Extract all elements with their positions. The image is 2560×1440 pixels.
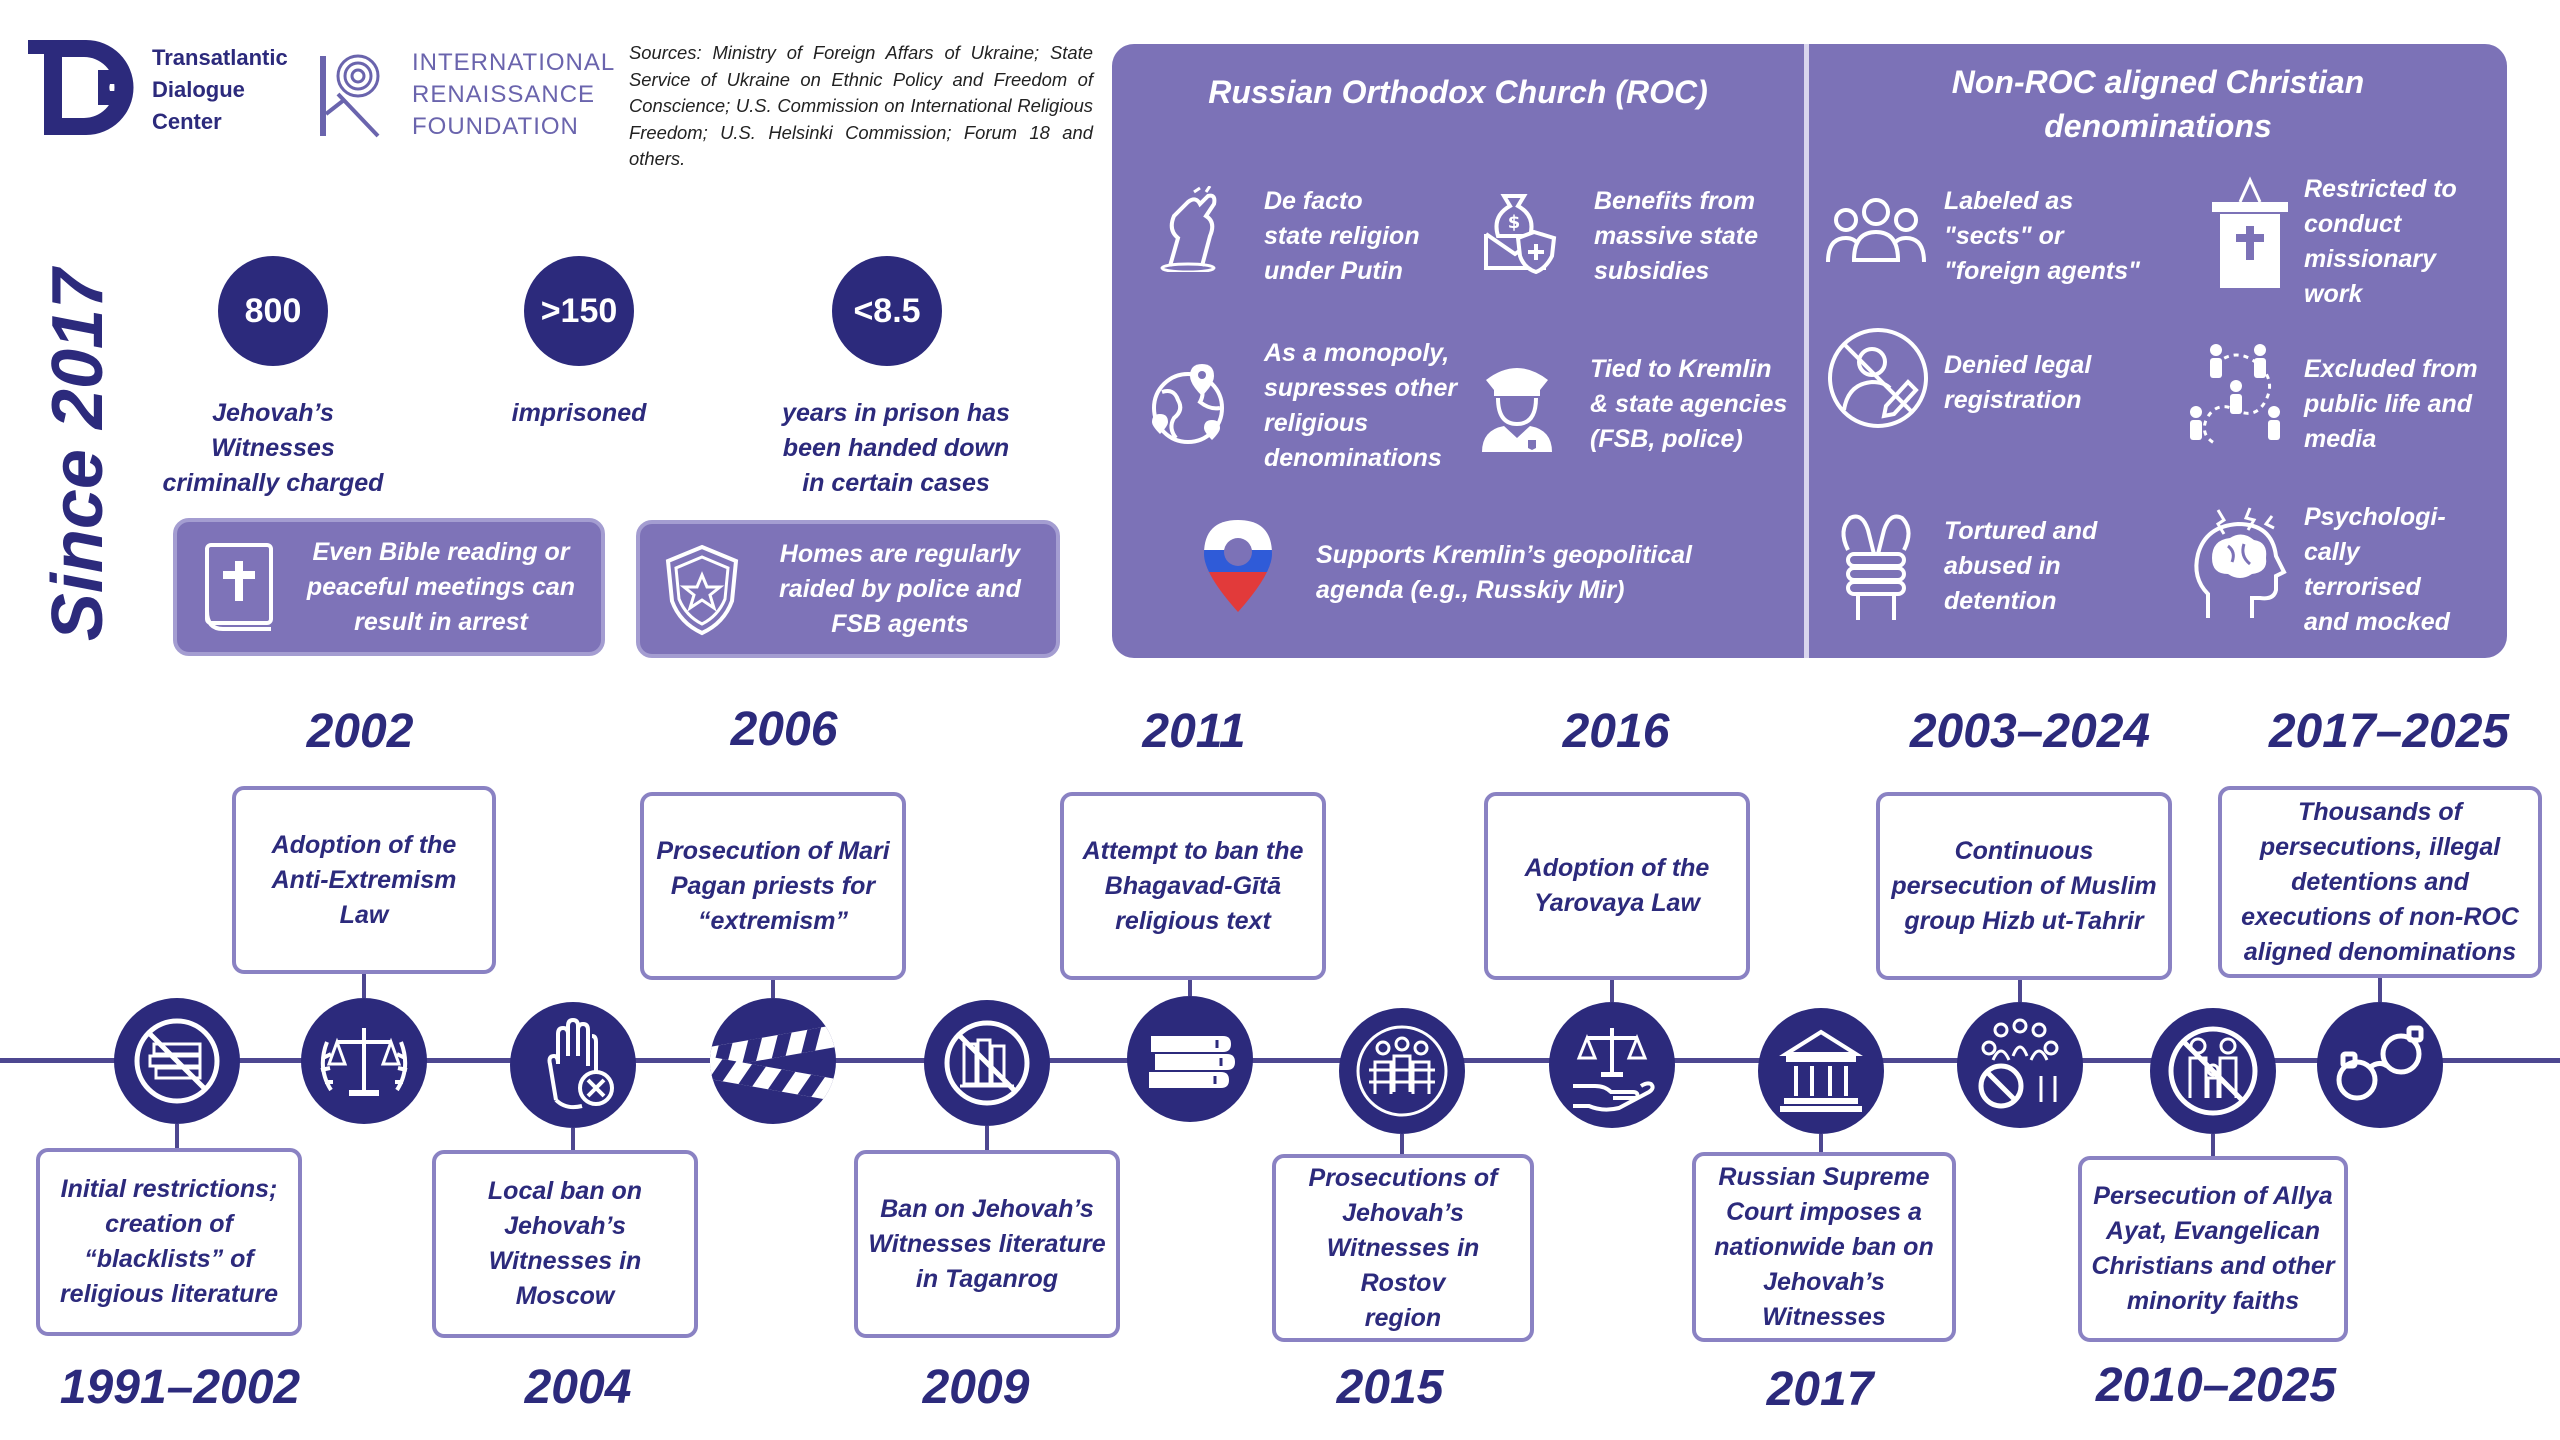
irf-line3: FOUNDATION [412, 113, 579, 140]
crowd-ban-icon [1957, 1002, 2083, 1128]
event-line: Adoption of the [1524, 854, 1710, 882]
note-line: raided by police and [779, 574, 1021, 603]
event-line: Local ban on [487, 1177, 643, 1205]
event-line: religious literature [59, 1280, 279, 1308]
non-roc-item-line: Restricted to [2304, 175, 2457, 203]
note-bible-reading [173, 518, 605, 656]
non-roc-item-line: "foreign agents" [1944, 257, 2140, 285]
scales-laurel-icon [301, 998, 427, 1124]
roc-item-line: Supports Kremlin’s geopolitical [1316, 541, 1692, 569]
non-roc-item-missionary [2304, 172, 2494, 312]
non-roc-item-line: detention [1944, 587, 2057, 615]
person-denied-icon [1826, 326, 1930, 430]
tdc-logo-text [152, 42, 288, 138]
non-roc-item-line: missionary [2304, 245, 2437, 273]
non-roc-item-line: Denied legal [1944, 351, 2092, 379]
connector [1819, 1134, 1823, 1152]
non-roc-title-line: Non-ROC aligned Christian [1951, 64, 2365, 100]
stat-circle-imprisoned: >150 [524, 256, 634, 366]
non-roc-title [1809, 60, 2507, 148]
note-line: Homes are regularly [779, 539, 1021, 568]
event-line: Ban on Jehovah’s [880, 1194, 1094, 1223]
event-line: in Taganrog [915, 1264, 1059, 1293]
non-roc-item-denied-registration [1944, 348, 2144, 418]
event-line: Thousands of [2298, 797, 2462, 826]
police-officer-icon [1474, 358, 1560, 444]
connector [175, 1124, 179, 1148]
non-roc-item-line: work [2304, 280, 2363, 308]
stop-hand-icon [510, 1002, 636, 1128]
stat-label-line: years in prison has [782, 399, 1010, 427]
connector [1400, 1134, 1404, 1154]
roc-item-line: denominations [1264, 444, 1442, 472]
event-line: Russian Supreme [1718, 1162, 1930, 1191]
roc-item-line: Tied to Kremlin [1590, 355, 1772, 383]
event-line: persecution of Muslim [1891, 871, 2157, 900]
event-line: Witnesses in Rostov [1326, 1233, 1480, 1297]
event-box-2006 [640, 792, 906, 980]
year-label-1991-2002: 1991–2002 [59, 1361, 301, 1414]
event-box-2003-2024 [1876, 792, 2172, 980]
connector [2211, 1134, 2215, 1156]
year-label-2017: 2017 [1766, 1363, 1874, 1416]
non-roc-item-line: Labeled as [1944, 187, 2074, 215]
bible-icon [197, 539, 281, 635]
banned-bookshelf-icon [924, 1000, 1050, 1126]
non-roc-item-excluded [2304, 352, 2504, 457]
tdc-line1: Transatlantic [152, 45, 288, 70]
roc-item-russkiy-mir [1316, 538, 1776, 608]
event-line: Attempt to ban the [1082, 836, 1304, 865]
connector [1188, 980, 1192, 996]
roc-item-line: under Putin [1264, 257, 1403, 285]
event-line: Anti-Extremism [271, 865, 457, 894]
non-roc-item-labeled-sects [1944, 184, 2164, 289]
stat-label-imprisoned [459, 396, 699, 431]
non-roc-item-line: Psychologi- [2304, 503, 2446, 531]
non-roc-item-line: and mocked [2304, 608, 2450, 636]
roc-item-state-religion [1264, 184, 1454, 289]
event-line: Prosecutions of [1308, 1163, 1498, 1192]
stat-label-years [746, 396, 1046, 501]
note-line: Even Bible reading or [312, 537, 570, 566]
roc-item-line: massive state [1594, 222, 1759, 250]
banned-books-icon [114, 998, 240, 1124]
event-box-2010-2025 [2078, 1156, 2348, 1342]
event-line: Adoption of the [271, 830, 457, 859]
event-line: Pagan priests for [670, 871, 876, 900]
irf-line2: RENAISSANCE [412, 81, 596, 108]
event-line: detentions and [2291, 867, 2469, 896]
since-text: Since 2017 [38, 268, 118, 642]
connector [771, 980, 775, 998]
connector [1610, 980, 1614, 1002]
event-box-2016 [1484, 792, 1750, 980]
roc-item-line: subsidies [1594, 257, 1710, 285]
family-ban-icon [2150, 1008, 2276, 1134]
stat-label-line: been handed down [782, 434, 1010, 462]
event-line: creation of [105, 1210, 233, 1238]
svg-text:$: $ [1507, 212, 1521, 233]
note-home-raids [636, 520, 1060, 658]
roc-title: Russian Orthodox Church (ROC) [1208, 74, 1708, 110]
courthouse-icon [1758, 1008, 1884, 1134]
event-line: group Hizb ut-Tahrir [1904, 906, 2144, 935]
non-roc-item-tortured [1944, 514, 2144, 619]
event-box-2002 [232, 786, 496, 974]
year-label-2010-2025: 2010–2025 [2095, 1359, 2337, 1412]
money-bag-shield-icon [1474, 188, 1560, 274]
non-roc-item-line: public life and [2304, 390, 2473, 418]
non-roc-item-line: registration [1944, 386, 2082, 414]
year-label-2011: 2011 [1142, 705, 1246, 758]
event-box-2017 [1692, 1152, 1956, 1342]
event-line: Court imposes a [1726, 1197, 1922, 1226]
irf-logo-text [412, 47, 615, 143]
connector [571, 1128, 575, 1150]
event-line: Christians and other [2091, 1252, 2335, 1280]
event-line: persecutions, illegal [2259, 832, 2501, 861]
roc-item-line: supresses other [1264, 374, 1458, 402]
globe-pins-icon [1140, 358, 1226, 444]
note-line: peaceful meetings can [306, 572, 576, 601]
event-line: Jehovah’s [1342, 1198, 1464, 1227]
irf-line1: INTERNATIONAL [412, 49, 616, 76]
event-box-2009 [854, 1150, 1120, 1338]
book-stack-icon [1127, 996, 1253, 1122]
year-label-2006: 2006 [730, 703, 838, 756]
roc-item-line: De facto [1264, 187, 1363, 215]
stat-label-line: criminally charged [162, 469, 384, 497]
stat-circle-years: <8.5 [832, 256, 942, 366]
bound-hands-icon [1834, 510, 1918, 622]
connector [2378, 978, 2382, 1002]
event-line: Bhagavad-Gītā [1104, 871, 1282, 900]
non-roc-item-line: terrorised [2304, 573, 2421, 601]
non-roc-item-line: conduct [2304, 210, 2402, 238]
note-text [281, 535, 601, 640]
head-brain-icon [2188, 506, 2288, 622]
event-line: Law [339, 900, 389, 929]
event-line: “extremism” [697, 906, 849, 935]
roc-item-line: state religion [1264, 222, 1420, 250]
roc-item-line: Benefits from [1594, 187, 1756, 215]
year-label-2002: 2002 [306, 705, 414, 758]
group-people-icon [1824, 190, 1928, 276]
year-label-2015: 2015 [1336, 1361, 1444, 1414]
caution-tape-icon [710, 998, 836, 1124]
non-roc-title-line: denominations [2044, 108, 2272, 144]
roc-item-line: & state agencies [1590, 390, 1788, 418]
year-label-2016: 2016 [1562, 705, 1670, 758]
event-line: Jehovah’s [1763, 1267, 1885, 1296]
year-label-2004: 2004 [524, 1361, 632, 1414]
event-line: nationwide ban on [1714, 1232, 1934, 1261]
roc-item-subsidies [1594, 184, 1794, 289]
non-roc-item-line: cally [2304, 538, 2360, 566]
event-line: Witnesses in [488, 1247, 642, 1275]
event-line: Moscow [515, 1282, 615, 1310]
roc-item-line: As a monopoly, [1264, 339, 1450, 367]
stat-label-charged [140, 396, 406, 501]
non-roc-item-line: media [2304, 425, 2377, 453]
event-line: Prosecution of Mari [656, 836, 890, 865]
roc-item-kremlin-ties [1590, 352, 1802, 457]
non-roc-item-line: "sects" or [1944, 222, 2064, 250]
non-roc-item-psychological [2304, 500, 2504, 640]
event-line: aligned denominations [2243, 937, 2517, 966]
since-heading [28, 270, 128, 640]
pulpit-cross-icon [2210, 174, 2290, 294]
event-line: Continuous [1954, 836, 2094, 865]
roc-item-line: agenda (e.g., Russkiy Mir) [1316, 576, 1625, 604]
scales-hand-icon [1549, 1002, 1675, 1128]
event-box-2011 [1060, 792, 1326, 980]
stat-label-line: imprisoned [511, 399, 647, 427]
connector [2018, 980, 2022, 1002]
sources-note: Sources: Ministry of Foreign Affars of Ukraine; State Service of Ukraine on Ethnic Policy and Freedom of Conscience; U.S. Commission on International Religious Freedom; U.S. Helsinki Commission; Forum 18 and others. [629, 42, 1093, 169]
note-line: FSB agents [831, 609, 969, 638]
police-badge-icon [660, 541, 744, 637]
event-line: religious text [1115, 906, 1271, 935]
irf-logo-icon [318, 54, 394, 138]
roc-item-line: (FSB, police) [1590, 425, 1743, 453]
raised-fist-icon [1148, 186, 1234, 272]
event-line: executions of non-ROC [2241, 902, 2519, 931]
stat-label-line: Witnesses [211, 434, 335, 462]
prisoners-icon [1339, 1008, 1465, 1134]
event-box-2004 [432, 1150, 698, 1338]
tdc-line3: Center [152, 109, 222, 134]
stat-label-line: Jehovah’s [212, 399, 334, 427]
russia-flag-pin-icon [1198, 516, 1278, 616]
year-label-2017-2025: 2017–2025 [2268, 705, 2510, 758]
event-line: Ayat, Evangelican [2106, 1217, 2320, 1245]
event-line: Persecution of Allya [2093, 1182, 2333, 1210]
non-roc-item-line: abused in [1944, 552, 2061, 580]
year-label-2009: 2009 [922, 1361, 1030, 1414]
tdc-logo-icon [28, 40, 143, 135]
event-line: Witnesses literature [868, 1229, 1106, 1258]
event-line: Yarovaya Law [1534, 889, 1700, 917]
event-box-1991-2002 [36, 1148, 302, 1336]
non-roc-item-line: Excluded from [2304, 355, 2478, 383]
year-label-2003-2024: 2003–2024 [1909, 705, 2151, 758]
connector [985, 1126, 989, 1150]
stat-label-line: in certain cases [802, 469, 990, 497]
event-line: Initial restrictions; [60, 1175, 278, 1203]
event-box-2017-2025 [2218, 786, 2542, 978]
note-text [744, 537, 1056, 642]
event-line: “blacklists” of [84, 1245, 254, 1273]
roc-item-monopoly [1264, 336, 1474, 476]
stat-circle-charged: 800 [218, 256, 328, 366]
event-line: region [1364, 1303, 1442, 1332]
event-box-2015 [1272, 1154, 1534, 1342]
non-roc-item-line: Tortured and [1944, 517, 2098, 545]
tdc-line2: Dialogue [152, 77, 245, 102]
connector [362, 974, 366, 998]
event-line: minority faiths [2126, 1287, 2300, 1315]
event-line: Witnesses [1762, 1302, 1886, 1331]
handcuffs-icon [2317, 1002, 2443, 1128]
note-line: result in arrest [354, 607, 528, 636]
roc-item-line: religious [1264, 409, 1369, 437]
event-line: Jehovah’s [504, 1212, 626, 1240]
excluded-people-icon [2186, 340, 2286, 452]
